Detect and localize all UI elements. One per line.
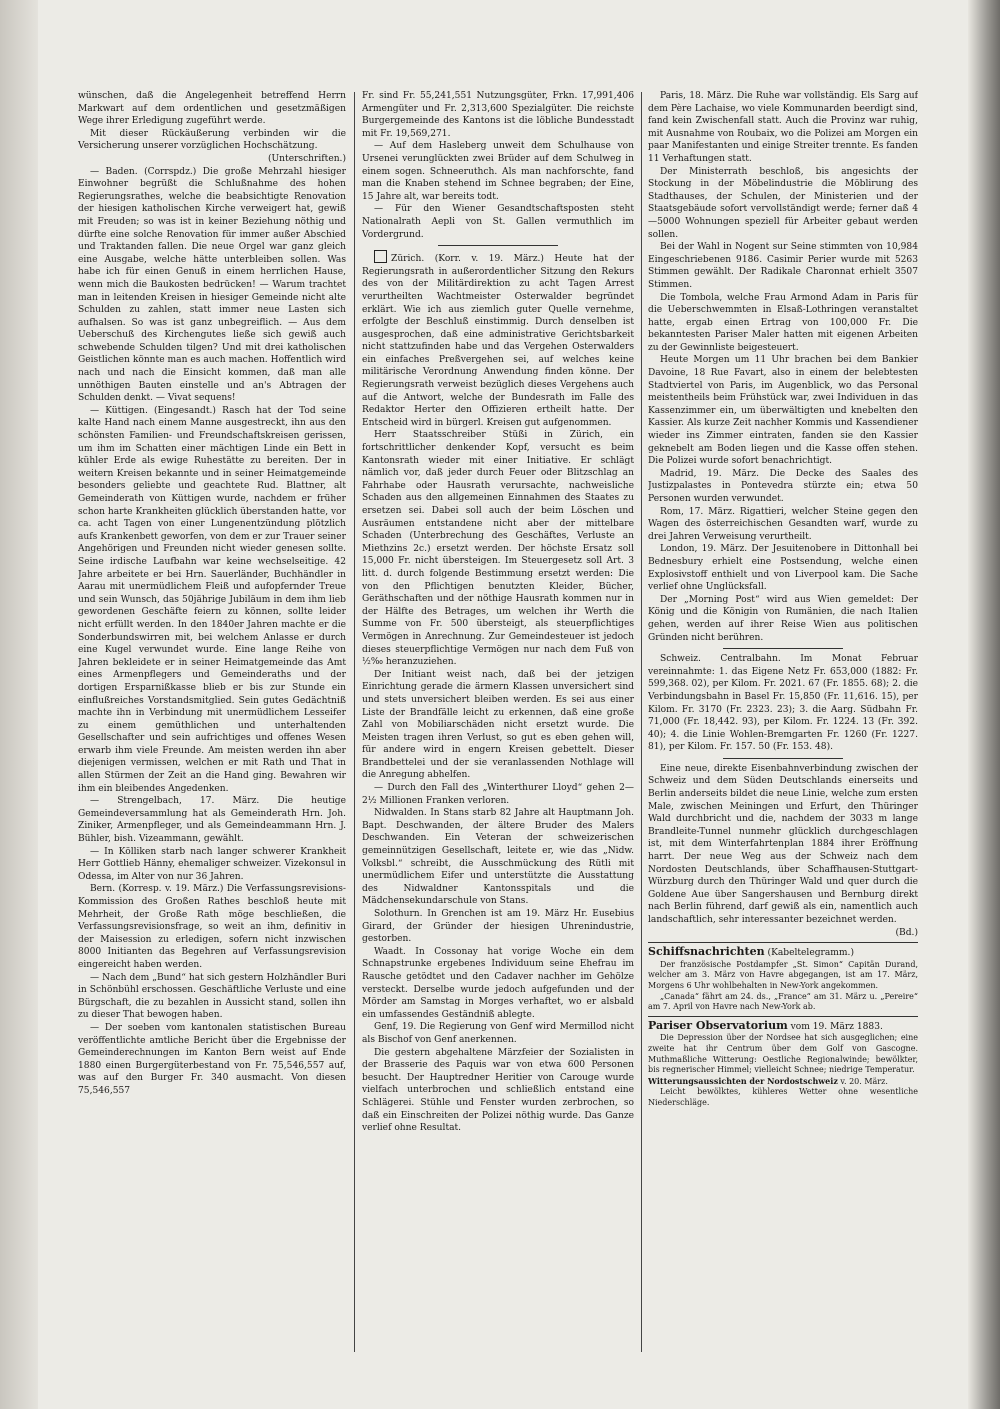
article-aepli: — Für den Wiener Gesandtschaftsposten steht Nationalrath Aepli von St. Gallen vermuthlich im Vordergrund. <box>362 204 634 240</box>
article-lloyd: — Durch den Fall des „Winterthurer Lloyd“ gehen 2—2½ Millionen Franken verloren. <box>362 783 634 806</box>
ships-body-2: „Canada“ fährt am 24. ds., „France“ am 31. März u. „Pereire“ am 7. April von Havre nach New-York ab. <box>648 991 918 1012</box>
article-maerzfeier: Die gestern abgehaltene Märzfeier der Sozialisten in der Brasserie des Paquis war von etwa 600 Personen besucht. Der Hauptredner Heritier von Carouge wurde vielfach unterbrochen und schließlich entstand eine Schlägerei. Stühle und Fenster wurden zerbrochen, so daß ein Einschreiten der Polizei nöthig wurde. Das Ganze verlief ohne Resultat. <box>362 1047 634 1134</box>
weather-date: vom 19. März 1883. <box>790 1021 883 1032</box>
article-eisenbahn: Eine neue, direkte Eisenbahnverbindung zwischen der Schweiz und dem Süden Deutschlands einerseits und Berlin anderseits bildet die neue Linie, welche zum ersten Male, zwischen Meiningen und Erfurt, den Thüringer Wald durchbricht und die, nachdem der 3033 m lange Brandleite-Tunnel nunmehr glücklich durchgeschlagen ist, mit dem Winterfahrtenplan 1884 ihrer Eröffnung harrt. Der neue Weg aus der Schweiz nach dem Nordosten Deutschlands, über Schaffhausen-Stuttgart-Würzburg durch den Thüringer Wald und quer durch die Goldene Aue über Sangershausen und Bernburg direkt nach Berlin führend, darf gewiß als ein, namentlich auch landschaftlich, sehr interessanter bezeichnet werden. <box>648 763 918 925</box>
article-paragraph: wünschen, daß die Angelegenheit betreffend Herrn Markwart auf dem ordentlichen und gesetzmäßigen Wege ihrer Erledigung zugeführt werde. <box>78 91 346 127</box>
article-solothurn: Solothurn. In Grenchen ist am 19. März Hr. Eusebius Girard, der Gründer der hiesigen Uhrenindustrie, gestorben. <box>362 909 634 945</box>
article-nidwalden: Nidwalden. In Stans starb 82 Jahre alt Hauptmann Joh. Bapt. Deschwanden, der ältere Bruder des Malers Deschwanden. Ein Veteran der schweizerischen gemeinnützigen Gesellschaft, leitete er, wie das „Nidw. Volksbl.“ schreibt, die Ausschmückung des Rütli mit unermüdlichem Eifer und unterstützte die Ausstattung des Nidwaldner Kantonsspitals und die Mädchensekundarschule von Stans. <box>362 808 634 907</box>
article-baden: — Baden. (Corrspdz.) Die große Mehrzahl hiesiger Einwohner begrüßt die Schlußnahme des hohen Regierungsrathes, welche die beabsichtigte Renovation der hiesigen katholischen Kirche verweigert hat, gewiß mit Freuden; so was ist in keiner Beziehung nöthig und dürfte eine solche Renovation für immer außer Abschied und Traktanden fallen. Die neue Orgel war ganz gleich eine Ausgabe, welche hätte unterbleiben sollen. Was habe ich für einen Genuß in einem herrlichen Hause, wenn mich die Baukosten bedrücken! — Warum trachtet man in leitenden Kreisen in hiesiger Gemeinde nicht alte Schulden zu zahlen, statt immer neue Lasten sich aufhalsen. So was ist ganz unbegreiflich. — Aus dem Ueberschuß des Kirchengutes ließe sich gewiß auch schwebende Schulden tilgen? Und mit drei katholischen Geistlichen könnte man es auch machen. Hoffentlich wird nach und nach die Einsicht kommen, daß man alle unnöthigen Bauten einstelle und an's Abtragen der Schulden denkt. — Vivat sequens! <box>78 166 346 404</box>
article-paris: Paris, 18. März. Die Ruhe war vollständig. Els Sarg auf dem Père Lachaise, wo viele Kommunarden beerdigt sind, fand kein Zwischenfall statt. Auch die Provinz war ruhig, mit Ausnahme von Roubaix, wo die Polizei am Morgen ein paar Manifestanten und einige Streiter trennte. Es fanden 11 Verhaftungen statt. <box>648 91 918 164</box>
article-davoine: Heute Morgen um 11 Uhr brachen bei dem Bankier Davoine, 18 Rue Favart, also in einem der belebtesten Stadtviertel von Paris, im Augenblick, wo das Personal meistentheils beim Frühstück war, zwei Individuen in das Kassenzimmer ein, um überwältigten und knebelten den Kassier. Als kurze Zeit nachher Kommis und Kassendiener wieder ins Zimmer eintraten, fanden sie den Kassier geknebelt am Boden liegen und die Kasse offen stehen. Die Polizei wurde sofort benachrichtigt. <box>648 355 918 467</box>
article-nogent: Bei der Wahl in Nogent sur Seine stimmten von 10,984 Eingeschriebenen 9186. Casimir Perier wurde mit 5263 Stimmen gewählt. Der Radikale Charonnat erhielt 3507 Stimmen. <box>648 242 918 290</box>
article-rom: Rom, 17. März. Rigattieri, welcher Steine gegen den Wagen des österreichischen Gesandten warf, wurde zu drei Jahren Verweisung verurtheilt. <box>648 506 918 542</box>
article-kuettigen: — Küttigen. (Eingesandt.) Rasch hat der Tod seine kalte Hand nach einem Manne ausgestreckt, ihn aus den schönsten Familien- und Freundschaftskreisen gerissen, um ihm im Schatten einer mächtigen Linde ein Bett in kühler Erde als ewige Ruhestätte zu bereiten. Der in weitern Kreisen bekannte und in seiner Heimatgemeinde besonders geliebte und geachtete Rud. Blattner, alt Gemeinderath von Küttigen wurde, nachdem er früher schon harte Krankheiten glücklich überstanden hatte, vor ca. acht Tagen von einer Lungenentzündung plötzlich aufs Krankenbett geworfen, von dem er zur Trauer seiner Angehörigen und Freunden nicht wieder genesen sollte. Seine irdische Laufbahn war keine wechselseitige. 42 Jahre arbeitete er bei Hrn. Sauerländer, Buchhändler in Aarau mit unermüdlichem Fleiß und aufopfernder Treue und sein Wunsch, das 50jährige Jubiläum in dem ihm lieb gewordenen Geschäfte feiern zu können, sollte leider nicht erfüllt werden. In den 1840er Jahren machte er die Sonderbundswirren mit, bei welchem Anlasse er durch eine Kugel verwundet wurde. Eine lange Reihe von Jahren bekleidete er in seiner Heimatgemeinde das Amt eines Armenpflegers und Gemeinderaths und der dortigen Ersparnißkasse blieb er bis zur Stunde ein einflußreiches Vorstandsmitglied. Sein gutes Gedächtniß machte ihn in Verbindung mit unermüdlichem Lesseifer zu einem gemüthlichen und unterhaltenden Gesellschafter und sein aufrichtiges und offenes Wesen erwarb ihm viele Freunde. Am meisten werden ihn aber diejenigen vermissen, welchen er mit Rath und That in allen Stürmen der Zeit an die Hand ging. Bewahren wir ihm ein bleibendes Angedenken. <box>78 405 346 794</box>
article-initiant: Der Initiant weist nach, daß bei der jetzigen Einrichtung gerade die ärmern Klassen unversichert sind und stets unversichert bleiben werden. Es sei aus einer Liste der Brandfälle leicht zu erkennen, daß eine große Zahl von Mobiliarschäden nicht ersetzt wurde. Die Meisten tragen ihren Verlust, so gut es eben gehen will, für andere wird in engern Kreisen gebettelt. Dieser Brandbettelei und der sie veranlassenden Nothlage will die Anregung abhelfen. <box>362 669 634 781</box>
column-3 <box>648 90 918 1355</box>
weather-date-2: v. 20. März. <box>840 1076 888 1086</box>
article-zuerich <box>362 250 634 429</box>
signature-line: (Unterschriften.) <box>267 153 346 164</box>
article-morning-post: Der „Morning Post“ wird aus Wien gemeldet: Der König und die Königin von Rumänien, die nach Italien gehen, werden auf ihrer Reise Wien aus politischen Gründen nicht berühren. <box>648 594 918 643</box>
weather-heading-2 <box>648 1076 918 1088</box>
weather-title-2: Witterungsaussichten der Nordostschweiz <box>648 1075 838 1086</box>
ships-heading <box>648 946 918 960</box>
column-1 <box>78 90 346 1355</box>
section-divider <box>648 1016 918 1017</box>
section-divider <box>723 758 843 759</box>
article-koelliken: — In Kölliken starb nach langer schwerer Krankheit Herr Gottlieb Hänny, ehemaliger schweizer. Vizekonsul in Odessa, im Alter von nur 36 Jahren. <box>78 846 346 882</box>
article-paragraph: Fr. sind Fr. 55,241,551 Nutzungsgüter, Frkn. 17,991,406 Armengüter und Fr. 2,313,600 Spezialgüter. Die reichste Burgergemeinde des Kantons ist die löbliche Bundesstadt mit Fr. 19,569,271. <box>362 91 634 139</box>
page-left-gutter <box>0 0 38 1409</box>
weather-body: Die Depression über der Nordsee hat sich ausgeglichen; eine zweite hat ihr Centrum über dem Golf von Gascogne. Muthmaßliche Witterung: Oestliche Regionalwinde; bewölkter, bis regnerischer Himmel; vielleicht Schnee; niedrige Temperatur. <box>648 1033 918 1075</box>
weather-body-2: Leicht bewölktes, kühleres Wetter ohne wesentliche Niederschläge. <box>648 1087 918 1107</box>
article-centralbahn: Schweiz. Centralbahn. Im Monat Februar vereinnahmte: 1. das Eigene Netz Fr. 653,000 (1882: Fr. 599,368. 02), per Kilom. Fr. 2021. 67 (Fr. 1855. 68); 2. die Verbindungsbahn in Basel Fr. 15,850 (Fr. 11,616. 15), per Kilom. Fr. 3170 (Fr. 2323. 23); 3. die Aarg. Südbahn Fr. 71,000 (Fr. 18,442. 93), per Kilom. Fr. 1224. 13 (Fr. 392. 40); 4. die Linie Wohlen-Bremgarten Fr. 1260 (Fr. 1227. 81), per Kilom. Fr. 157. 50 (Fr. 153. 48). <box>648 654 918 753</box>
article-waadt: Waadt. In Cossonay hat vorige Woche ein dem Schnapstrunke ergebenes Individuum seine Ehefrau im Rausche getödtet und den Cadaver nachher im Gehölze versteckt. Derselbe wurde jedoch aufgefunden und der Mörder am Samstag in Morges verhaftet, wo er alsbald ein umfassendes Geständniß ablegte. <box>362 946 634 1020</box>
box-marker-icon <box>374 250 387 263</box>
article-strengelbach: — Strengelbach, 17. März. Die heutige Gemeindeversammlung hat als Gemeinderath Hrn. Joh. Ziniker, Armenpfleger, und als Gemeindeammann Hrn. J. Bühler, bish. Vizeammann, gewählt. <box>78 796 346 845</box>
section-divider <box>723 648 843 649</box>
article-statistics: — Der soeben vom kantonalen statistischen Bureau veröffentlichte amtliche Bericht über die Ergebnisse der Gemeinderechnungen im Kanton Bern weist auf Ende 1880 einen Burgergüterbestand von Fr. 75,546,557 auf, was auf den Burger Fr. 340 ausmacht. Von diesen 75,546,557 <box>78 1022 346 1096</box>
article-bern: Bern. (Korresp. v. 19. März.) Die Verfassungsrevisions-Kommission des Großen Rathes beschloß heute mit Mehrheit, der Große Rath möge beschließen, die Verfassungsrevisionsfrage, so weit an ihm, definitiv in der Maisession zu erledigen, sofern nicht inzwischen 8000 Initianten das Begehren auf Verfassungsrevision eingereicht haben werden. <box>78 884 346 970</box>
page-right-gutter <box>968 0 1000 1409</box>
weather-heading <box>648 1020 918 1034</box>
column-2 <box>362 90 634 1355</box>
article-ministerrath: Der Ministerrath beschloß, bis angesichts der Stockung in der Möbelindustrie die Möblirung des Stadthauses, der Schulen, der Ministerien und der Staatsgebäude sofort vervollständigt werde; ferner daß 4—5000 Wohnungen speziell für Arbeiter gebaut werden sollen. <box>648 166 918 240</box>
weather-title: Pariser Observatorium <box>648 1018 788 1032</box>
article-zuerich-text: Zürich. (Korr. v. 19. März.) Heute hat der Regierungsrath in außerordentlicher Sitzung den Rekurs des von der Militärdirektion zu acht Tagen Arrest verurtheilten Wachtmeister Osterwalder begründet erklärt. Wie ich aus ziemlich guter Quelle vernehme, erfolgte der Beschluß einstimmig. Durch denselben ist ausgesprochen, daß eine administrative Gerichtsbarkeit nicht stattzufinden habe und das Vergehen Osterwalders ein einfaches Preßvergehen sei, auf welches keine militärische Verordnung Anwendung finden könne. Der Regierungsrath verweist bezüglich dieses Vergehens auch auf die Antwort, welche der Bundesrath im Falle des Redaktor Herter den Offizieren ertheilt hatte. Der Entscheid wird in bürgerl. Kreisen gut aufgenommen. <box>362 254 634 428</box>
article-london: London, 19. März. Der Jesuitenobere in Dittonhall bei Bednesbury erhielt eine Postsendung, welche einen Explosivstoff enthielt und von Liverpool kam. Die Sache verlief ohne Unglücksfall. <box>648 544 918 593</box>
article-stuessi: Herr Staatsschreiber Stüßi in Zürich, ein fortschrittlicher denkender Kopf, versucht es beim Kantonsrath wieder mit einer Initiative. Er schlägt nämlich vor, daß jeder durch Feuer oder Blitzschlag an Fahrhabe oder Hausrath verursachte, nachweisliche Schaden aus den allgemeinen Einnahmen des Staates zu ersetzen sei. Dabei soll auch der beim Löschen und Ausräumen entstandene nicht aber der mittelbare Schaden (Unterbrechung des Geschäftes, Verluste an Miethzins 2c.) ersetzt werden. Der höchste Ersatz soll 15,000 Fr. nicht übersteigen. Im Steuergesetz soll Art. 3 litt. d. durch folgende Bestimmung ersetzt werden: Die von den Pflichtigen benutzten Kleider, Bücher, Geräthschaften und der nöthige Hausrath kommen nur in der Hälfte des Betrages, um welchen ihr Werth die Summe von Fr. 500 übersteigt, als steuerpflichtiges Vermögen in Anrechnung. Zur Gemeindesteuer ist jedoch dieses steuerpflichtige Vermögen nur nach dem Fuß von ½‰ heranzuziehen. <box>362 430 634 668</box>
ships-body: Der französische Postdampfer „St. Simon“ Capitän Durand, welcher am 3. März von Havre abgegangen, ist am 17. März, Morgens 6 Uhr wohlbehalten in New-York angekommen. <box>648 959 918 990</box>
article-hasleberg: — Auf dem Hasleberg unweit dem Schulhause von Ursenei verunglückten zwei Brüder auf dem Schulweg in einem sogen. Schneeruthch. Als man nachforschte, fand man die Knaben stehend im Schnee begraben; der Eine, 15 Jahre alt, war bereits todt. <box>362 141 634 202</box>
article-madrid: Madrid, 19. März. Die Decke des Saales des Justizpalastes in Pontevedra stürzte ein; etwa 50 Personen wurden verwundet. <box>648 468 918 504</box>
ships-title: Schiffsnachrichten <box>648 945 765 959</box>
section-divider <box>648 942 918 943</box>
section-divider <box>438 245 558 246</box>
article-genf: Genf, 19. Die Regierung von Genf wird Mermillod nicht als Bischof von Genf anerkennen. <box>362 1022 634 1045</box>
column-rule-1 <box>354 92 355 1352</box>
article-source: (Bd.) <box>895 927 918 938</box>
column-rule-2 <box>641 92 642 1352</box>
article-paragraph: Mit dieser Rückäußerung verbinden wir die Versicherung unserer vorzüglichen Hochschätzung. <box>78 128 346 152</box>
ships-title-note: (Kabeltelegramm.) <box>767 948 854 959</box>
article-tombola: Die Tombola, welche Frau Armond Adam in Paris für die Ueberschwemmten in Elsaß-Lothringen veranstaltet hatte, ergab einen Ertrag von 100,000 Fr. Die bekanntesten Pariser Maler hatten mit eigenen Arbeiten zu der Gewinnliste beigesteuert. <box>648 292 918 353</box>
article-buri: — Nach dem „Bund“ hat sich gestern Holzhändler Buri in Schönbühl erschossen. Geschäftliche Verluste und eine Bürgschaft, die zu bezahlen in Aussicht stand, sollen ihn zu dieser That bewogen haben. <box>78 972 346 1021</box>
